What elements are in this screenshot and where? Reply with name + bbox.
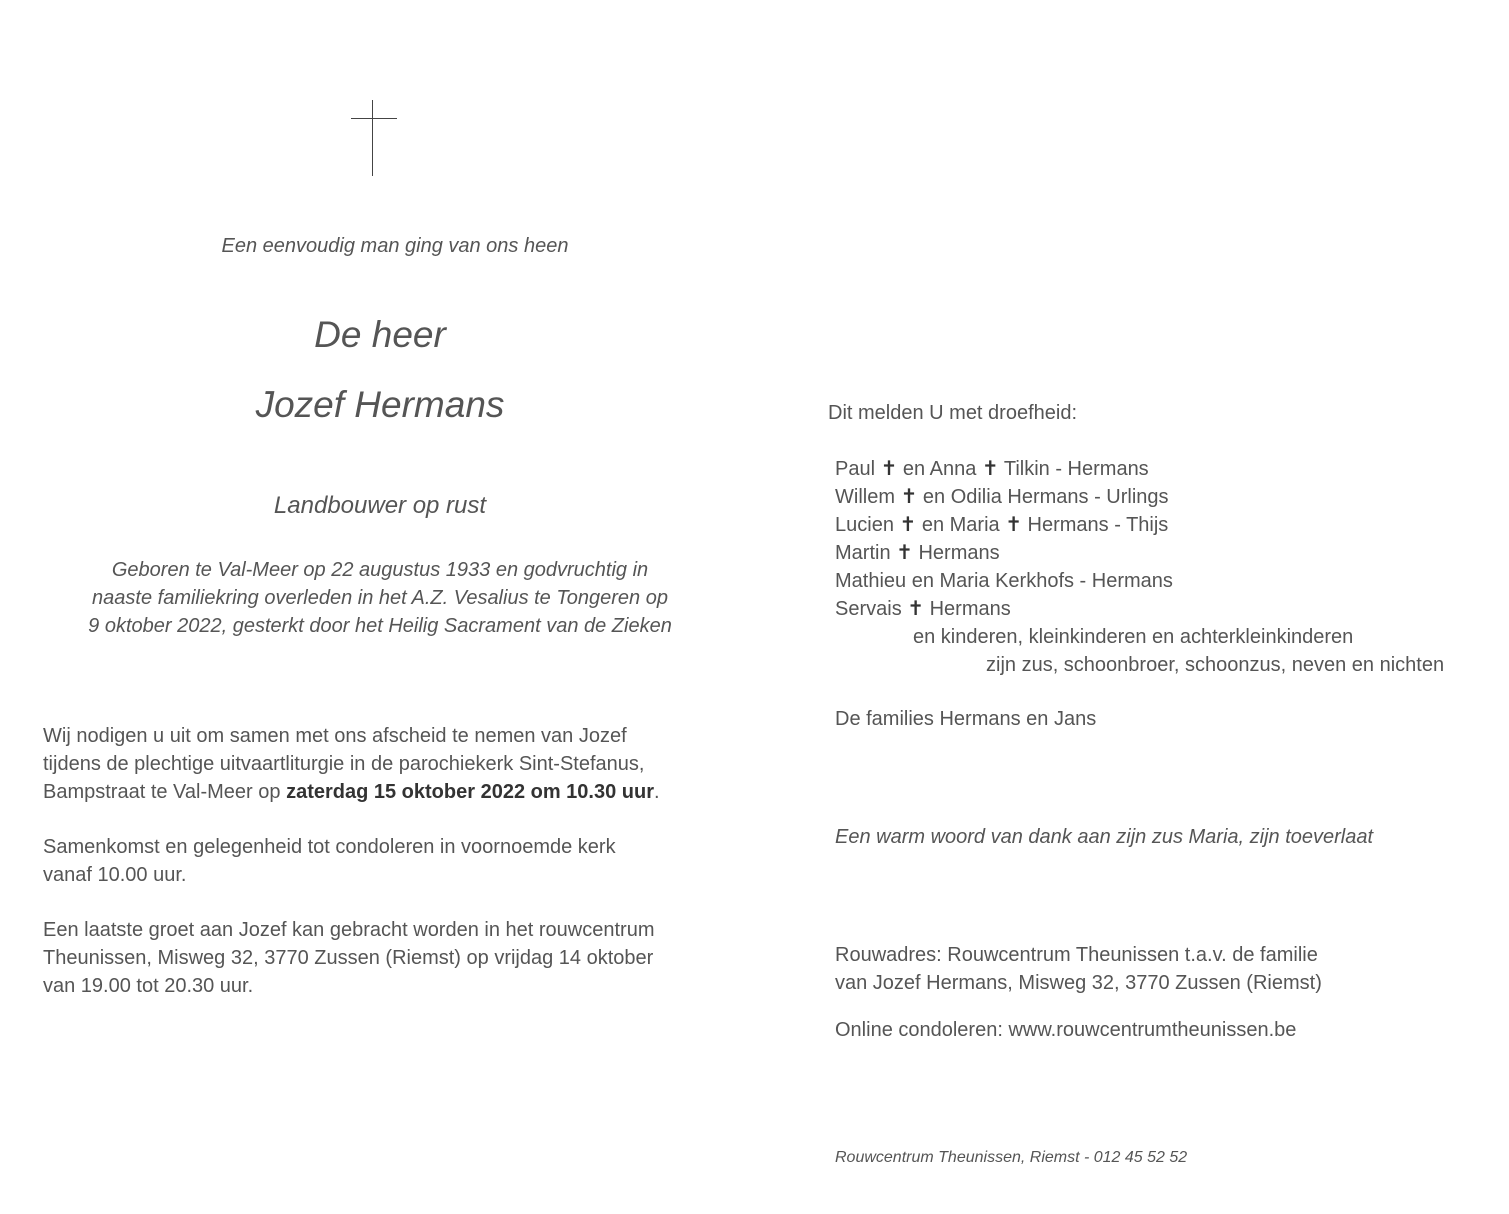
invitation-line: Wij nodigen u uit om samen met ons afscheid te nemen van Jozef bbox=[43, 725, 627, 747]
cross-icon: ✝ bbox=[880, 458, 898, 480]
family-member-text: en Odilia Hermans - Urlings bbox=[917, 486, 1169, 508]
cross-icon: ✝ bbox=[900, 486, 918, 508]
address-line: Rouwadres: Rouwcentrum Theunissen t.a.v. de familie bbox=[835, 944, 1318, 966]
occupation: Landbouwer op rust bbox=[273, 492, 487, 519]
family-member-name: Servais bbox=[835, 598, 902, 620]
online-condolence: Online condoleren: www.rouwcentrumtheunissen.be bbox=[835, 1019, 1297, 1041]
family-member-row bbox=[835, 455, 1495, 483]
family-member-text: Hermans - Thijs bbox=[1021, 514, 1169, 536]
family-member-name: Mathieu en Maria Kerkhofs - Hermans bbox=[835, 570, 1173, 592]
birth-line: naaste familiekring overleden in het A.Z. Vesalius te Tongeren op bbox=[92, 587, 668, 609]
invitation-paragraph bbox=[43, 722, 743, 806]
relatives-line: zijn zus, schoonbroer, schoonzus, neven en nichten bbox=[986, 654, 1445, 676]
cross-icon: ✝ bbox=[899, 514, 917, 536]
deceased-name: Jozef Hermans bbox=[255, 384, 505, 425]
invitation-line bbox=[43, 778, 743, 806]
cross-icon: ✝ bbox=[1005, 514, 1022, 536]
farewell-line: Theunissen, Misweg 32, 3770 Zussen (Riemst) op vrijdag 14 oktober bbox=[43, 947, 654, 969]
family-member-text: en Anna bbox=[897, 458, 982, 480]
cross-icon: ✝ bbox=[981, 458, 999, 480]
birth-line: Geboren te Val-Meer op 22 augustus 1933 en godvruchtig in bbox=[111, 559, 649, 581]
invitation-line: tijdens de plechtige uitvaartliturgie in de parochiekerk Sint-Stefanus, bbox=[43, 753, 645, 775]
family-member-name: Paul bbox=[835, 458, 876, 480]
gathering-line: Samenkomst en gelegenheid tot condoleren in voornoemde kerk bbox=[43, 836, 616, 858]
family-member-name: Martin bbox=[835, 542, 891, 564]
invitation-line-prefix: Bampstraat te Val-Meer op bbox=[43, 781, 287, 803]
family-member-row bbox=[835, 511, 1495, 539]
family-member-text: en Maria bbox=[916, 514, 1006, 536]
honorific: De heer bbox=[314, 314, 446, 355]
family-member-name: Willem bbox=[835, 486, 895, 508]
farewell-paragraph bbox=[43, 916, 743, 1000]
address-line: van Jozef Hermans, Misweg 32, 3770 Zussen (Riemst) bbox=[835, 972, 1322, 994]
invitation-line-suffix: . bbox=[654, 781, 660, 803]
announcement: Dit melden U met droefheid: bbox=[828, 402, 1078, 424]
cross-icon: ✝ bbox=[896, 542, 913, 564]
family-member-text: Hermans bbox=[924, 598, 1011, 620]
gathering-line: vanaf 10.00 uur. bbox=[43, 864, 187, 886]
cross-icon bbox=[351, 100, 397, 178]
funeral-home-footer: Rouwcentrum Theunissen, Riemst - 012 45 52 52 bbox=[835, 1149, 1188, 1166]
gathering-paragraph bbox=[43, 833, 743, 889]
descendants-line: en kinderen, kleinkinderen en achterkleinkinderen bbox=[913, 626, 1354, 648]
family-member-row bbox=[835, 595, 1495, 623]
thanks-line: Een warm woord van dank aan zijn zus Maria, zijn toeverlaat bbox=[835, 826, 1374, 848]
farewell-line: Een laatste groet aan Jozef kan gebracht worden in het rouwcentrum bbox=[43, 919, 655, 941]
families-line: De families Hermans en Jans bbox=[835, 708, 1097, 730]
family-member-row bbox=[835, 567, 1495, 595]
family-member-text: Tilkin - Hermans bbox=[998, 458, 1149, 480]
subtitle: Een eenvoudig man ging van ons heen bbox=[221, 235, 569, 257]
birth-death-text bbox=[60, 556, 700, 640]
family-list bbox=[835, 455, 1495, 679]
funeral-date: zaterdag 15 oktober 2022 om 10.30 uur bbox=[286, 781, 655, 803]
family-member-row bbox=[835, 539, 1495, 567]
birth-line: 9 oktober 2022, gesterkt door het Heilig Sacrament van de Zieken bbox=[88, 615, 672, 637]
family-member-text: Hermans bbox=[912, 542, 1000, 564]
farewell-line: van 19.00 tot 20.30 uur. bbox=[43, 975, 254, 997]
cross-icon: ✝ bbox=[907, 598, 925, 620]
family-member-name: Lucien bbox=[835, 514, 894, 536]
family-member-row bbox=[835, 483, 1495, 511]
mourning-address bbox=[835, 941, 1455, 997]
